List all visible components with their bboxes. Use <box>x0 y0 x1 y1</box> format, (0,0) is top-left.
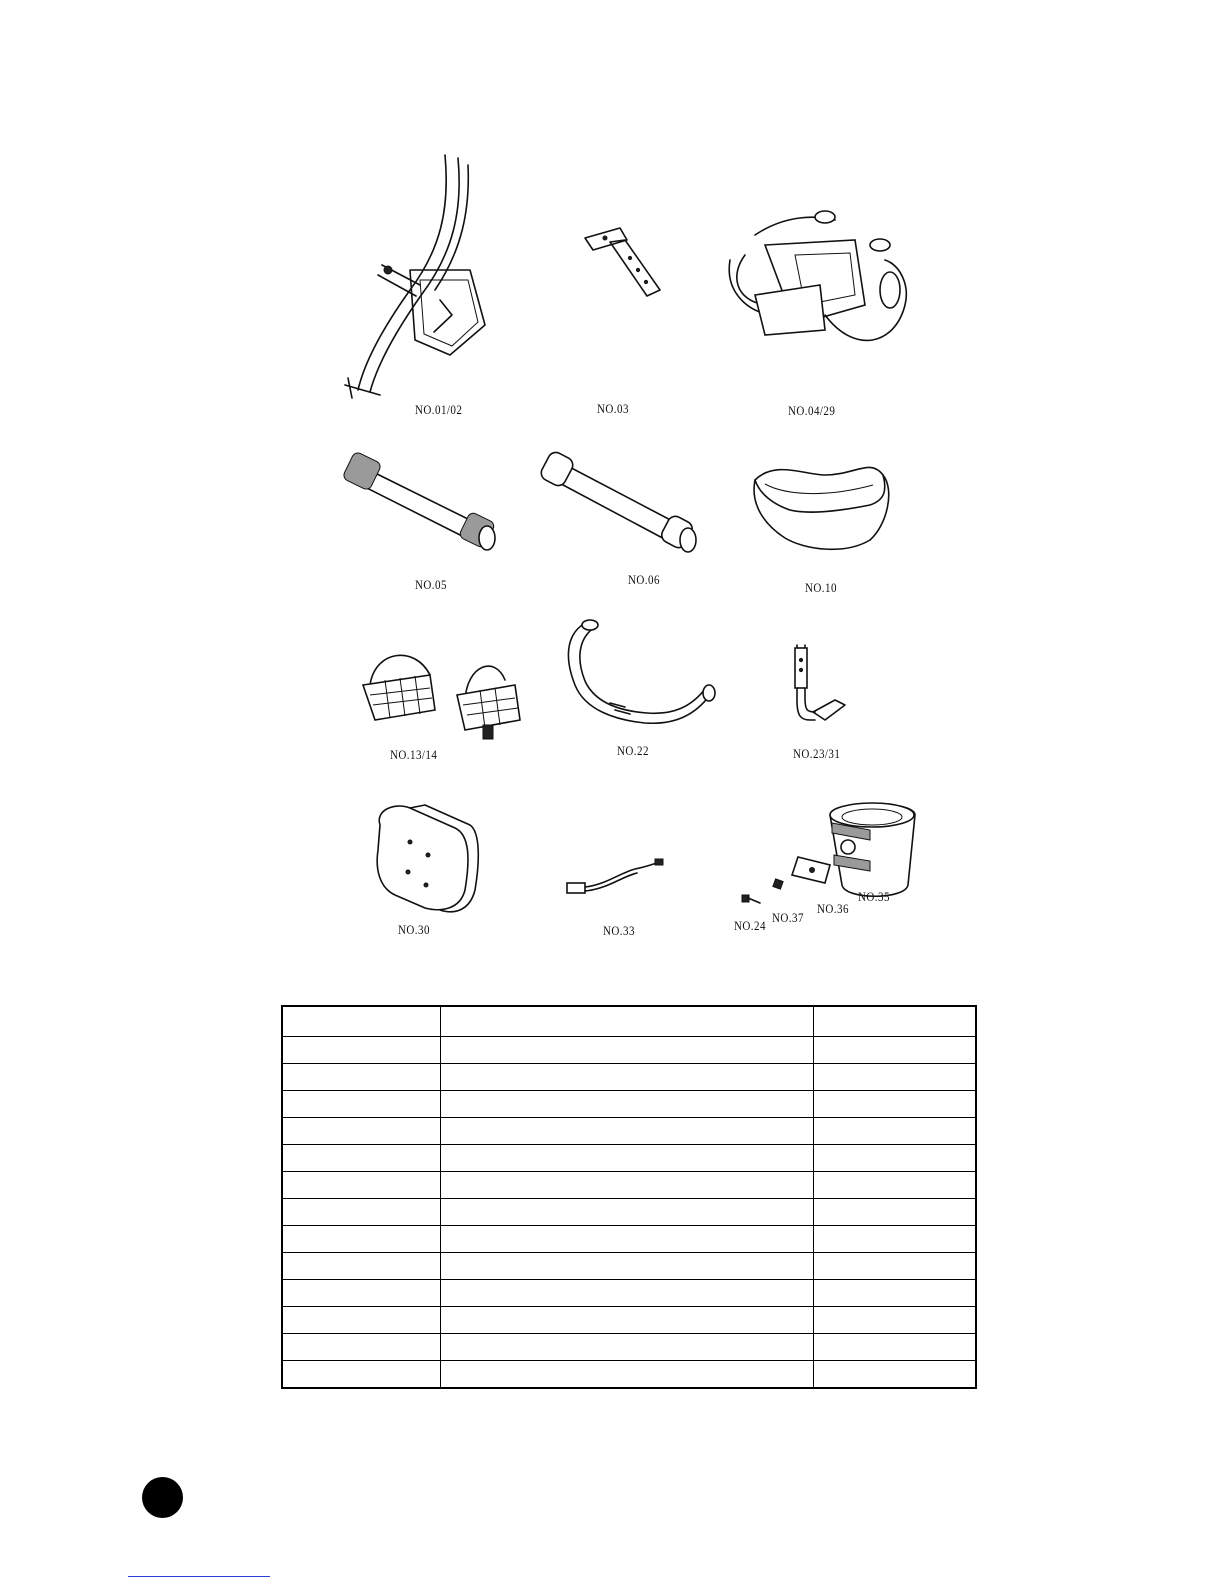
handlebar-icon <box>555 615 735 745</box>
table-cell <box>813 1253 976 1280</box>
table-cell <box>813 1226 976 1253</box>
table-cell <box>282 1037 440 1064</box>
table-cell <box>813 1006 976 1037</box>
sensor-cable-icon <box>565 855 675 905</box>
table-cell <box>813 1361 976 1389</box>
table-cell <box>282 1006 440 1037</box>
table-cell <box>813 1199 976 1226</box>
table-cell <box>813 1064 976 1091</box>
part-hardware-group <box>730 795 930 945</box>
part-label: NO.35 <box>858 889 890 904</box>
part-label: NO.01/02 <box>415 402 463 417</box>
table-cell <box>440 1118 813 1145</box>
part-label: NO.10 <box>805 580 837 595</box>
table-cell <box>813 1118 976 1145</box>
table-cell <box>282 1091 440 1118</box>
table-row <box>282 1280 976 1307</box>
table-row <box>282 1361 976 1389</box>
part-label: NO.23/31 <box>793 746 841 761</box>
parts-list-table <box>281 1005 977 1389</box>
seat-post-bracket-icon <box>575 220 675 300</box>
table-cell <box>440 1361 813 1389</box>
bolt-icon <box>730 795 930 905</box>
table-cell <box>440 1226 813 1253</box>
handlebar-console-icon <box>725 205 925 365</box>
part-sensor-cable <box>565 855 675 945</box>
table-row <box>282 1334 976 1361</box>
table-row <box>282 1307 976 1334</box>
part-backrest <box>370 800 490 945</box>
table-cell <box>440 1199 813 1226</box>
table-cell <box>440 1307 813 1334</box>
part-handlebar <box>555 615 735 765</box>
pedals-icon <box>355 640 535 740</box>
front-stabilizer-icon <box>345 450 505 550</box>
part-frame <box>330 150 500 417</box>
part-front-stabilizer <box>345 450 505 590</box>
table-cell <box>282 1172 440 1199</box>
part-label: NO.33 <box>603 923 635 938</box>
table-cell <box>440 1091 813 1118</box>
table-cell <box>813 1172 976 1199</box>
seat-icon <box>745 450 905 560</box>
table-row <box>282 1172 976 1199</box>
table-cell <box>440 1172 813 1199</box>
table-cell <box>440 1006 813 1037</box>
table-cell <box>440 1334 813 1361</box>
part-pedals <box>355 640 535 770</box>
footer-link-underline[interactable] <box>128 1576 270 1577</box>
table-cell <box>813 1091 976 1118</box>
part-bracket <box>785 640 885 770</box>
table-cell <box>440 1253 813 1280</box>
part-label: NO.04/29 <box>788 403 836 418</box>
rear-stabilizer-icon <box>540 450 710 550</box>
table-cell <box>440 1037 813 1064</box>
table-row <box>282 1199 976 1226</box>
table-row <box>282 1006 976 1037</box>
table-cell <box>282 1334 440 1361</box>
table-cell <box>282 1145 440 1172</box>
table-row <box>282 1145 976 1172</box>
table-cell <box>282 1361 440 1389</box>
part-handlebar-console <box>725 205 925 420</box>
table-cell <box>282 1118 440 1145</box>
table-row <box>282 1091 976 1118</box>
part-label: NO.06 <box>628 572 660 587</box>
table-cell <box>282 1064 440 1091</box>
part-label: NO.03 <box>597 401 629 416</box>
table-cell <box>282 1226 440 1253</box>
table-row <box>282 1226 976 1253</box>
table-cell <box>440 1145 813 1172</box>
part-label: NO.13/14 <box>390 747 438 762</box>
table-cell <box>282 1253 440 1280</box>
part-seat-post-bracket <box>575 220 675 420</box>
table-cell <box>813 1307 976 1334</box>
bracket-icon <box>785 640 885 740</box>
table-cell <box>282 1199 440 1226</box>
table-row <box>282 1253 976 1280</box>
part-label: NO.24 <box>734 918 766 933</box>
part-label: NO.05 <box>415 577 447 592</box>
table-row <box>282 1064 976 1091</box>
part-label: NO.36 <box>817 901 849 916</box>
table-cell <box>440 1280 813 1307</box>
part-rear-stabilizer <box>540 450 710 590</box>
backrest-icon <box>370 800 490 920</box>
table-row <box>282 1118 976 1145</box>
table-cell <box>813 1037 976 1064</box>
part-label: NO.37 <box>772 910 804 925</box>
table-cell <box>813 1334 976 1361</box>
table-row <box>282 1037 976 1064</box>
table-cell <box>282 1307 440 1334</box>
part-seat <box>745 450 905 600</box>
part-label: NO.30 <box>398 922 430 937</box>
table-cell <box>282 1280 440 1307</box>
frame-icon <box>330 150 500 400</box>
part-label: NO.22 <box>617 743 649 758</box>
table-cell <box>440 1064 813 1091</box>
page-number-dot <box>142 1477 183 1518</box>
table-cell <box>813 1145 976 1172</box>
table-cell <box>813 1280 976 1307</box>
